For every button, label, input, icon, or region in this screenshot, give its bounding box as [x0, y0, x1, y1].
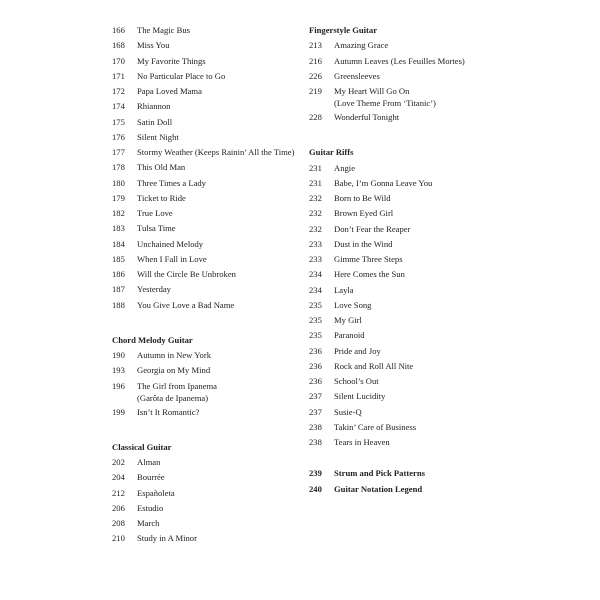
- entry-title: Takin’ Care of Business: [334, 421, 417, 432]
- page-number: 233: [309, 254, 322, 264]
- entry-title: Tulsa Time: [137, 223, 176, 234]
- page-number: 237: [309, 406, 322, 417]
- entry-title: Ticket to Ride: [137, 192, 186, 203]
- toc-entry: [112, 252, 297, 267]
- entry-title: Satin Doll: [137, 116, 173, 127]
- toc-entry: [112, 237, 297, 252]
- section-heading-chord-melody: Chord Melody Guitar: [112, 334, 193, 345]
- page-number: 174: [112, 101, 125, 112]
- entry-title: Papa Loved Mama: [137, 86, 202, 96]
- toc-entry: [112, 363, 297, 378]
- entry-title: Here Comes the Sun: [334, 269, 405, 280]
- toc-entry: [309, 191, 494, 206]
- section-gap: [309, 125, 494, 145]
- toc-entry: [112, 145, 297, 160]
- toc-entry: [112, 54, 297, 69]
- page-number: 234: [309, 284, 322, 295]
- page-number: 232: [309, 193, 322, 203]
- toc-entry: [112, 99, 297, 114]
- section-heading-riffs: Guitar Riffs: [309, 147, 354, 158]
- section-heading-classical: Classical Guitar: [112, 441, 172, 452]
- page-number: 204: [112, 472, 125, 483]
- toc-entry: [112, 176, 297, 191]
- page-number: 188: [112, 299, 125, 310]
- section-heading-fingerstyle: Fingerstyle Guitar: [309, 25, 378, 35]
- toc-entry: [309, 420, 494, 435]
- page-number: 179: [112, 192, 125, 203]
- toc-entry: [112, 160, 297, 175]
- page-number: 176: [112, 131, 125, 142]
- toc-entry: [309, 344, 494, 359]
- classical-list: [112, 455, 297, 547]
- toc-entry: [309, 328, 494, 343]
- page-number: 213: [309, 40, 322, 51]
- page-number: 171: [112, 70, 125, 81]
- entry-title: Miss You: [137, 40, 170, 51]
- entry-title: The Magic Bus: [137, 25, 190, 35]
- toc-entry: [112, 38, 297, 53]
- section-gap: [112, 313, 297, 333]
- entry-title: Tears in Heaven: [334, 437, 390, 447]
- page-number: 235: [309, 299, 322, 310]
- page-number: 231: [309, 162, 322, 173]
- entry-title: Three Times a Lady: [137, 177, 206, 188]
- entry-title: Wonderful Tonight: [334, 112, 400, 122]
- main-song-list: [112, 23, 297, 313]
- entry-title: When I Fall in Love: [137, 253, 207, 264]
- entry-title: Babe, I’m Gonna Leave You: [334, 177, 433, 188]
- toc-entry: [112, 84, 297, 99]
- page-number: 232: [309, 208, 322, 219]
- toc-entry: [309, 252, 494, 267]
- toc-entry: [309, 161, 494, 176]
- entry-title: This Old Man: [137, 162, 186, 173]
- toc-entry: [309, 435, 494, 450]
- entry-title: My Heart Will Go On: [334, 86, 410, 96]
- section-gap: [309, 450, 494, 466]
- entry-title: The Girl from Ipanema: [137, 380, 217, 391]
- toc-entry: [309, 206, 494, 221]
- toc-entry: [309, 54, 494, 69]
- toc-entry: [309, 359, 494, 374]
- toc-entry: [112, 23, 297, 38]
- entry-title: Bourrée: [137, 472, 165, 483]
- toc-entry: [112, 501, 297, 516]
- page-number: 193: [112, 365, 125, 376]
- page-number: 234: [309, 269, 322, 280]
- entry-title: Guitar Notation Legend: [334, 483, 423, 494]
- page-number: 239: [309, 468, 322, 479]
- toc-entry: [309, 110, 494, 125]
- page-number: 170: [112, 55, 125, 66]
- page-number: 212: [112, 487, 125, 498]
- toc-entry: [112, 69, 297, 84]
- entry-title: Rock and Roll All Nite: [334, 360, 414, 371]
- chord-melody-list: [112, 348, 297, 420]
- page-number: 184: [112, 238, 125, 249]
- entry-title: No Particular Place to Go: [137, 70, 226, 81]
- entry-title: Amazing Grace: [334, 40, 389, 51]
- entry-title: Layla: [334, 284, 354, 295]
- entry-title: My Favorite Things: [137, 55, 206, 66]
- toc-entry: [309, 222, 494, 237]
- entry-title: Yesterday: [137, 284, 171, 295]
- entry-title: You Give Love a Bad Name: [137, 299, 235, 310]
- page-number: 166: [112, 25, 125, 35]
- entry-subtitle: (Love Theme From ‘Titanic’): [334, 98, 436, 108]
- toc-entry: [112, 405, 297, 420]
- entry-title: Dust in the Wind: [334, 238, 393, 249]
- toc-entry-continuation: [112, 392, 297, 405]
- toc-entry: [309, 374, 494, 389]
- toc-entry: [309, 405, 494, 420]
- page-number: 175: [112, 116, 125, 127]
- entry-title: School’s Out: [334, 376, 379, 386]
- entry-title: Autumn Leaves (Les Feuilles Mortes): [334, 55, 465, 66]
- toc-entry: [112, 130, 297, 145]
- entry-title: Angie: [334, 162, 356, 173]
- page-number: 172: [112, 86, 125, 96]
- toc-entry: [112, 282, 297, 297]
- toc-entry: [112, 486, 297, 501]
- page-number: 236: [309, 360, 322, 371]
- right-column: [309, 23, 494, 497]
- page-number: 226: [309, 70, 322, 81]
- page-number: 186: [112, 269, 125, 279]
- toc-entry: [309, 176, 494, 191]
- toc-entry: [309, 38, 494, 53]
- page-number: 190: [112, 350, 125, 360]
- entry-title: Don’t Fear the Reaper: [334, 223, 411, 234]
- toc-entry: [112, 298, 297, 313]
- page-number: 228: [309, 112, 322, 122]
- toc-entry: [112, 455, 297, 470]
- entry-title: March: [137, 518, 160, 528]
- entry-title: Strum and Pick Patterns: [334, 468, 425, 479]
- entry-title: Stormy Weather (Keeps Rainin’ All the Time): [137, 147, 295, 157]
- entry-title: Españoleta: [137, 487, 175, 498]
- entry-title: Isn’t It Romantic?: [137, 406, 200, 417]
- entry-subtitle: (Garôta de Ipanema): [137, 392, 209, 403]
- entry-title: Brown Eyed Girl: [334, 208, 394, 219]
- page-number: 235: [309, 330, 322, 341]
- page-number: 185: [112, 253, 125, 264]
- toc-entry: [309, 313, 494, 328]
- entry-title: Autumn in New York: [137, 350, 212, 360]
- toc-entry: [309, 482, 494, 497]
- toc-entry: [309, 267, 494, 282]
- entry-title: Gimme Three Steps: [334, 254, 403, 264]
- toc-entry: [309, 389, 494, 404]
- toc-entry: [309, 237, 494, 252]
- entry-title: Alman: [137, 457, 161, 467]
- page-number: 236: [309, 376, 322, 386]
- entry-title: Will the Circle Be Unbroken: [137, 269, 236, 279]
- page-number: 237: [309, 391, 322, 402]
- entry-title: Georgia on My Mind: [137, 365, 211, 376]
- toc-entry-continuation: [309, 97, 494, 110]
- toc-entry: [112, 267, 297, 282]
- toc-entry: [112, 379, 297, 392]
- entry-title: Silent Lucidity: [334, 391, 386, 402]
- page-number: 177: [112, 147, 125, 157]
- toc-entry: [112, 470, 297, 485]
- entry-title: Silent Night: [137, 131, 179, 142]
- page-number: 178: [112, 162, 125, 173]
- entry-title: Estudio: [137, 502, 164, 513]
- page-number: 202: [112, 457, 125, 467]
- section-gap: [112, 420, 297, 440]
- toc-entry: [309, 84, 494, 97]
- left-column: [112, 23, 297, 547]
- page-number: 238: [309, 437, 322, 447]
- entry-title: Pride and Joy: [334, 345, 381, 356]
- fingerstyle-list: [309, 38, 494, 125]
- page-number: 238: [309, 421, 322, 432]
- toc-entry: [309, 283, 494, 298]
- page-number: 231: [309, 177, 322, 188]
- toc-entry: [112, 206, 297, 221]
- entry-title: Paranoid: [334, 330, 365, 341]
- entry-title: Unchained Melody: [137, 238, 204, 249]
- page-number: 232: [309, 223, 322, 234]
- entry-title: True Love: [137, 208, 173, 218]
- page-number: 216: [309, 55, 322, 66]
- page-number: 240: [309, 483, 322, 494]
- page-number: 168: [112, 40, 125, 51]
- toc-entry: [112, 516, 297, 531]
- page-number: 206: [112, 502, 125, 513]
- guitar-riffs-list: [309, 161, 494, 451]
- entry-title: Rhiannon: [137, 101, 171, 112]
- entry-title: Study in A Minor: [137, 533, 197, 544]
- entry-title: Greensleeves: [334, 70, 380, 81]
- page-number: 182: [112, 208, 125, 218]
- page-number: 233: [309, 238, 322, 249]
- page-number: 199: [112, 406, 125, 417]
- page-number: 196: [112, 380, 125, 391]
- page-number: 210: [112, 533, 125, 544]
- toc-entry: [112, 221, 297, 236]
- toc-entry: [112, 348, 297, 363]
- page-number: 208: [112, 518, 125, 528]
- toc-entry: [112, 191, 297, 206]
- entry-title: My Girl: [334, 315, 362, 325]
- page-number: 183: [112, 223, 125, 234]
- page-number: 236: [309, 345, 322, 356]
- toc-entry: [112, 531, 297, 546]
- extras-list: [309, 466, 494, 497]
- entry-title: Born to Be Wild: [334, 193, 391, 203]
- entry-title: Love Song: [334, 299, 372, 310]
- entry-title: Susie-Q: [334, 406, 362, 417]
- toc-entry: [309, 69, 494, 84]
- page-number: 235: [309, 315, 322, 325]
- toc-entry: [309, 466, 494, 481]
- page-number: 187: [112, 284, 125, 295]
- page-number: 180: [112, 177, 125, 188]
- page-number: 219: [309, 86, 322, 96]
- toc-entry: [112, 115, 297, 130]
- toc-entry: [309, 298, 494, 313]
